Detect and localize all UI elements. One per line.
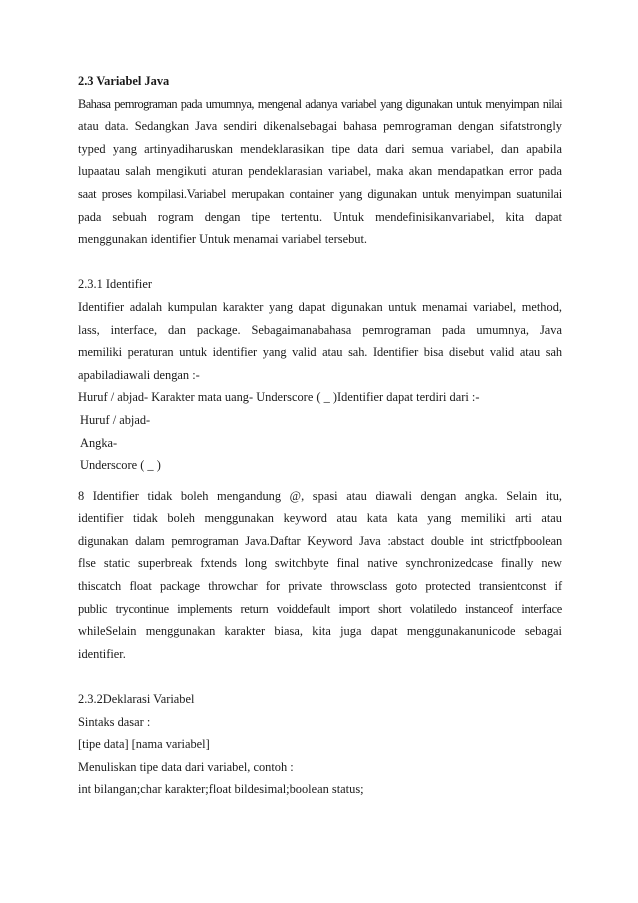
paragraph-line: whileSelain menggunakan karakter biasa, kita juga dapat menggunakanunicode sebagai bbox=[78, 624, 562, 639]
paragraph-line: typed yang artinyadiharuskan mendeklarasikan tipe data dari semua variabel, dan apabila bbox=[78, 141, 562, 156]
paragraph-line: identifier. bbox=[78, 646, 126, 661]
paragraph-line: public trycontinue implements return voiddefault import short volatiledo instanceof interface bbox=[78, 601, 562, 616]
paragraph-line: Identifier adalah kumpulan karakter yang dapat digunakan untuk menamai variabel, method, bbox=[78, 299, 562, 314]
paragraph-line: Huruf / abjad- Karakter mata uang- Underscore ( _ )Identifier dapat terdiri dari :- bbox=[78, 390, 480, 405]
paragraph-line: memiliki peraturan untuk identifier yang valid atau sah. Identifier bisa disebut valid atau sah bbox=[78, 345, 562, 360]
document-body bbox=[78, 70, 562, 801]
paragraph-line: Sintaks dasar : bbox=[78, 714, 151, 729]
paragraph-line: pada sebuah rogram dengan tipe tertentu. Untuk mendefinisikanvariabel, kita dapat bbox=[78, 209, 562, 224]
paragraph-line: 8 Identifier tidak boleh mengandung @, spasi atau diawali dengan angka. Selain itu, bbox=[78, 488, 562, 503]
paragraph-line: menggunakan identifier Untuk menamai variabel tersebut. bbox=[78, 232, 368, 247]
paragraph-line: identifier tidak boleh menggunakan keyword atau kata kata yang memiliki arti atau bbox=[78, 511, 562, 526]
paragraph-line: digunakan dalam pemrograman Java.Daftar Keyword Java :abstact double int strictfpboolean bbox=[78, 533, 562, 548]
paragraph-line: Menuliskan tipe data dari variabel, contoh : bbox=[78, 759, 294, 774]
paragraph-variabel-java bbox=[78, 93, 562, 251]
paragraph-line: int bilangan;char karakter;float bildesimal;boolean status; bbox=[78, 782, 364, 797]
paragraph-line: lass, interface, dan package. Sebagaimanabahasa pemrograman pada umumnya, Java bbox=[78, 322, 562, 337]
paragraph-line: lupaatau salah mengikuti aturan pendeklarasian variabel, maka akan mendapatkan error pada bbox=[78, 164, 562, 179]
paragraph-deklarasi-variabel bbox=[78, 711, 562, 801]
list-item: Huruf / abjad- bbox=[80, 412, 151, 427]
list-item: Angka- bbox=[80, 435, 118, 450]
section-heading-identifier: 2.3.1 Identifier bbox=[78, 277, 152, 292]
paragraph-identifier-rules bbox=[78, 485, 562, 666]
paragraph-line: flse static superbreak fxtends long switchbyte final native synchronizedcase finally new bbox=[78, 556, 562, 571]
list-item: Underscore ( _ ) bbox=[80, 458, 161, 473]
paragraph-line: atau data. Sedangkan Java sendiri dikenalsebagai bahasa pemrograman dengan sifatstrongly bbox=[78, 119, 562, 134]
paragraph-line: saat proses kompilasi.Variabel merupakan container yang digunakan untuk menyimpan suatunilai bbox=[78, 186, 562, 201]
section-heading-variabel-java: 2.3 Variabel Java bbox=[78, 74, 170, 88]
paragraph-line: apabiladiawali dengan :- bbox=[78, 367, 200, 382]
section-heading-deklarasi-variabel: 2.3.2Deklarasi Variabel bbox=[78, 692, 195, 707]
paragraph-line: Bahasa pemrograman pada umumnya, mengenal adanya variabel yang digunakan untuk menyimpan nilai bbox=[78, 96, 562, 111]
paragraph-line: [tipe data] [nama variabel] bbox=[78, 737, 210, 752]
paragraph-line: thiscatch float package throwchar for private throwsclass goto protected transientconst if bbox=[78, 579, 562, 594]
paragraph-identifier bbox=[78, 296, 562, 477]
